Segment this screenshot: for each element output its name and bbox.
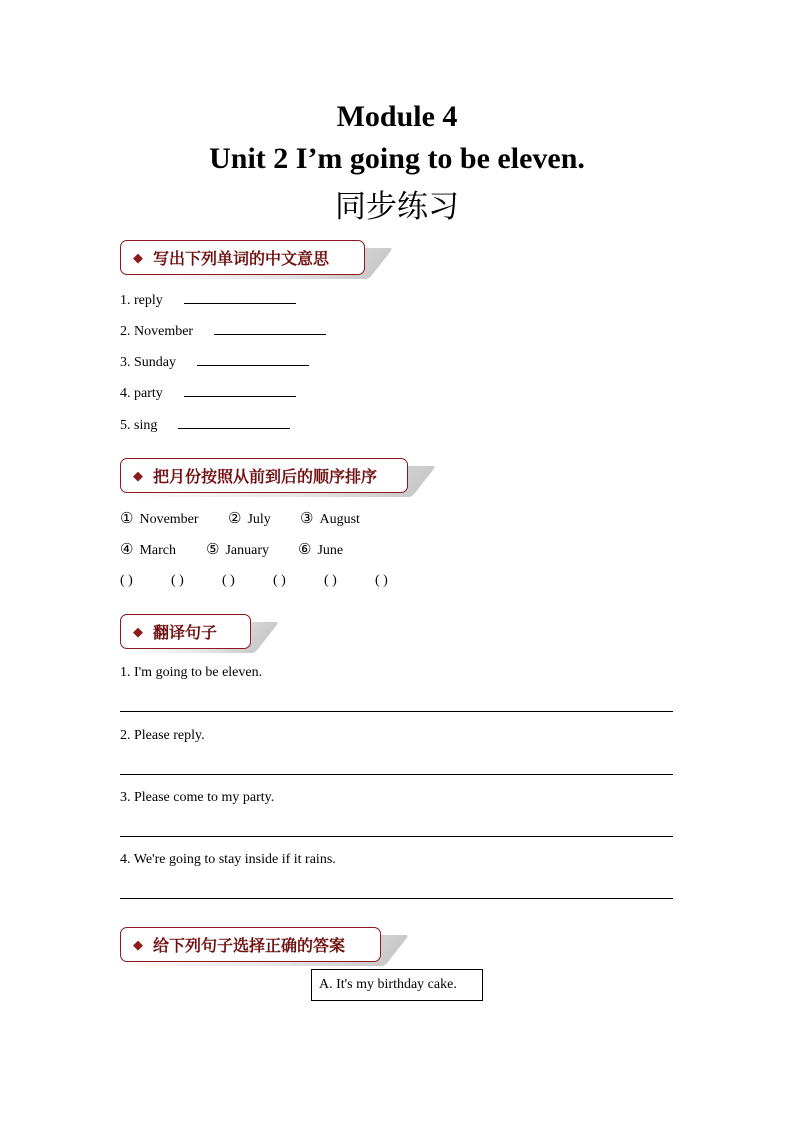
- diamond-icon: ◆: [133, 936, 143, 952]
- diamond-icon: ◆: [133, 249, 143, 265]
- section-header-1: [120, 240, 365, 275]
- sentence-prompt: 2. Please reply.: [120, 728, 205, 743]
- word-item: [120, 353, 309, 371]
- month-option: ④ March: [120, 542, 176, 558]
- order-blank[interactable]: ( ): [222, 573, 235, 588]
- unit-title: Unit 2 I’m going to be eleven.: [209, 142, 585, 175]
- word-text: 4. party: [120, 386, 163, 401]
- answer-blank[interactable]: [178, 416, 290, 429]
- order-blank[interactable]: ( ): [273, 573, 286, 588]
- order-blank[interactable]: ( ): [375, 573, 388, 588]
- choice-option-a[interactable]: A. It's my birthday cake.: [311, 969, 483, 1001]
- section-label: 翻译句子: [153, 623, 218, 642]
- month-option: ⑤ January: [206, 542, 269, 558]
- answer-line[interactable]: [120, 836, 673, 837]
- answer-line[interactable]: [120, 711, 673, 712]
- order-blank[interactable]: ( ): [120, 573, 133, 588]
- section-label: 写出下列单词的中文意思: [153, 249, 330, 268]
- word-item: [120, 384, 296, 402]
- page-subtitle: 同步练习: [335, 189, 459, 225]
- word-text: 3. Sunday: [120, 355, 176, 370]
- section-header-2: [120, 458, 408, 493]
- order-blank[interactable]: ( ): [324, 573, 337, 588]
- answer-blank[interactable]: [197, 353, 309, 366]
- answer-blank[interactable]: [184, 384, 296, 397]
- module-title: Module 4: [336, 100, 458, 133]
- diamond-icon: ◆: [133, 467, 143, 483]
- word-text: 5. sing: [120, 418, 158, 433]
- answer-blank[interactable]: [214, 322, 326, 335]
- sentence-prompt: 3. Please come to my party.: [120, 790, 275, 805]
- section-label: 把月份按照从前到后的顺序排序: [153, 467, 378, 486]
- word-text: 1. reply: [120, 293, 163, 308]
- order-blank[interactable]: ( ): [171, 573, 184, 588]
- word-item: [120, 291, 296, 309]
- answer-line[interactable]: [120, 898, 673, 899]
- answer-line[interactable]: [120, 774, 673, 775]
- word-text: 2. November: [120, 324, 194, 339]
- diamond-icon: ◆: [133, 623, 143, 639]
- month-option: ③ August: [300, 511, 360, 527]
- month-option: ① November: [120, 511, 199, 527]
- answer-blank[interactable]: [184, 291, 296, 304]
- sentence-prompt: 4. We're going to stay inside if it rains.: [120, 852, 336, 867]
- month-option: ⑥ June: [298, 542, 344, 558]
- word-item: [120, 322, 326, 340]
- section-header-4: [120, 927, 381, 962]
- section-label: 给下列句子选择正确的答案: [153, 936, 346, 955]
- sentence-prompt: 1. I'm going to be eleven.: [120, 665, 263, 680]
- word-item: [120, 416, 290, 434]
- section-header-3: [120, 614, 251, 649]
- month-option: ② July: [228, 511, 271, 527]
